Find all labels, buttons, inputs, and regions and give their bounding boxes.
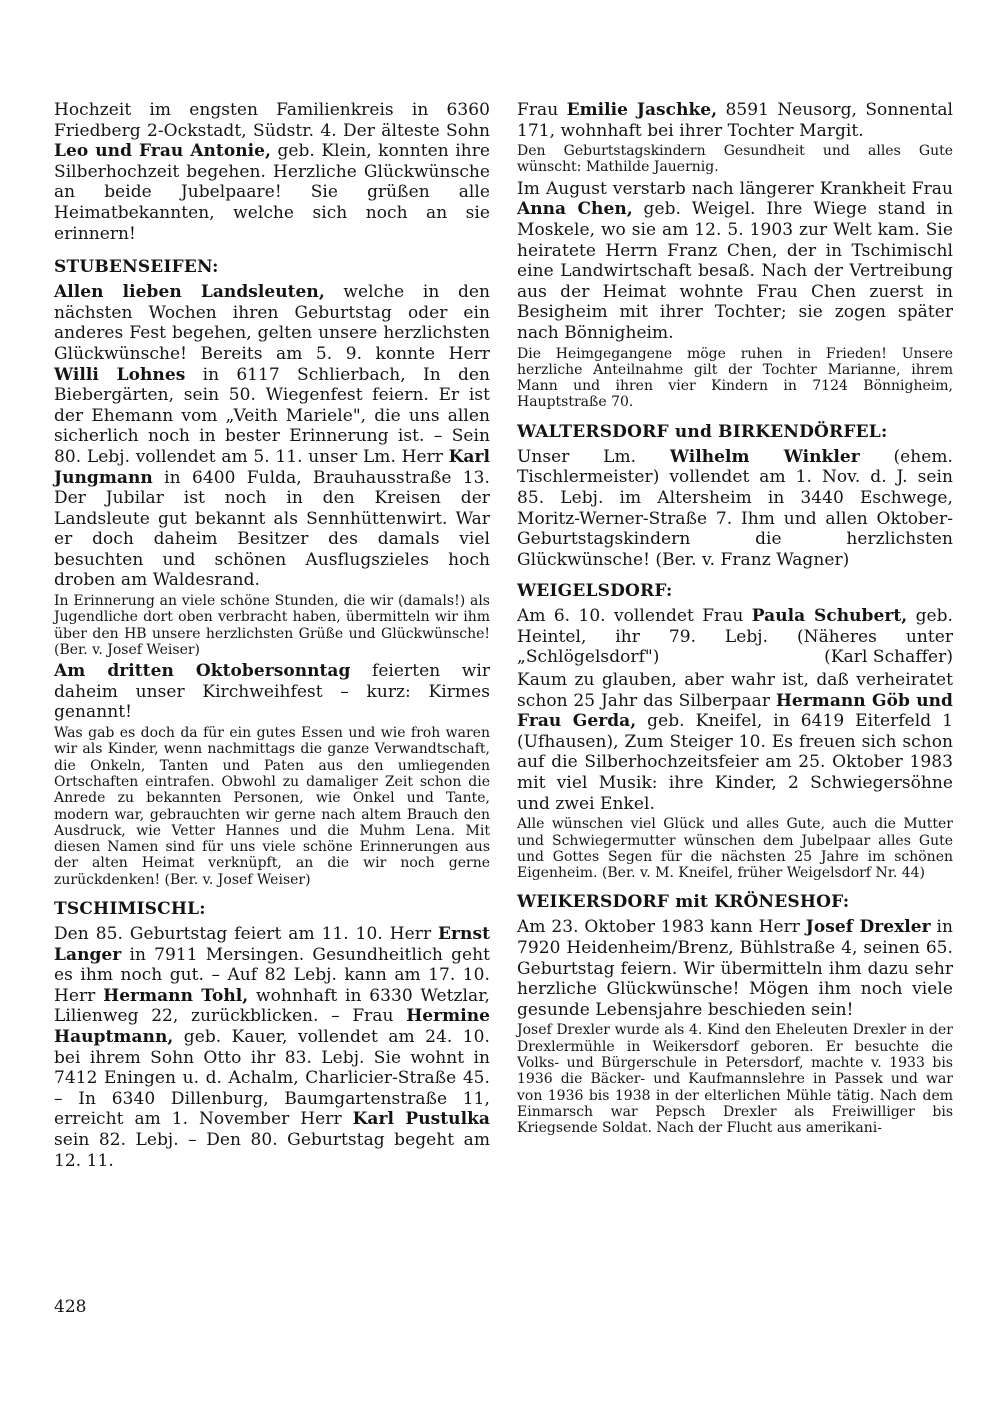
paragraph: Am dritten Oktobersonntag feierten wir daheim unser Kirchweihfest – kurz: Kirmes genannt! [54, 661, 490, 723]
left-column [54, 100, 490, 1173]
bold-name: Hermann Göb und Frau Gerda, [517, 690, 953, 732]
paragraph: Kaum zu glauben, aber wahr ist, daß verheiratet schon 25 Jahr das Silberpaar Hermann Göb und Frau Gerda, geb. Kneifel, in 6419 Eiterfeld 1 (Ufhausen), Zum Steiger 10. Es freuen sich schon auf die Silberhochzeitsfeier am 25. Oktober 1983 mit viel Musik: ihre Kinder, 2 Schwiegersöhne und zwei Enkel. [517, 670, 953, 814]
paragraph-text: Am 6. 10. vollendet Frau Paula Schubert, geb. Heintel, ihr 79. Lebj. (Näheres unter „Schlögelsdorf") [517, 606, 953, 668]
section-heading-waltersdorf: WALTERSDORF und BIRKENDÖRFEL: [517, 421, 888, 442]
small-paragraph: Die Heimgegangene möge ruhen in Frieden! Unsere herzliche Anteilnahme gilt der Tochter Marianne, ihrem Mann und ihren vier Kindern in 7124 Bönnigheim, Hauptstraße 70. [517, 345, 953, 411]
bold-name: Wilhelm Winkler [669, 446, 860, 467]
bold-name: Ernst Langer [54, 924, 490, 965]
bold-name: Allen lieben Landsleuten, [54, 282, 325, 303]
bold-name: Emilie Jaschke, [566, 100, 718, 120]
small-paragraph: Den Geburtstagskindern Gesundheit und alles Gute wünscht: Mathilde Jauernig. [517, 143, 953, 176]
bold-name: Josef Drexler [805, 917, 931, 938]
small-paragraph: Was gab es doch da für ein gutes Essen und wie froh waren wir als Kinder, wenn nachmittags die ganze Verwandtschaft, die Onkeln, Tanten und Paten aus den umliegenden Ortschaften eintrafen. Obwohl zu damaliger Zeit schon die Anrede zu bekannten Personen, wie Onkel und Tante, modern war, gebrauchten wir gerne nach altem Brauch den Ausdruck, wie Vetter Hannes und die Muhm Lena. Mit diesen Namen sind für uns viele schöne Erinnerungen aus der alten Heimat verknüpft, an die wir noch gerne zurückdenken! (Ber. v. Josef Weiser) [54, 725, 490, 888]
page-number: 428 [54, 1297, 87, 1317]
bold-name: Am dritten Oktobersonntag [54, 661, 351, 682]
section-heading-stubenseifen: STUBENSEIFEN: [54, 257, 219, 278]
section-heading-tschimischl: TSCHIMISCHL: [54, 899, 206, 919]
paragraph: Im August verstarb nach längerer Krankheit Frau Anna Chen, geb. Weigel. Ihre Wiege stand in Moskele, wo sie am 12. 5. 1903 zur Welt kam. Sie heiratete Herrn Franz Chen, der in Tschimischl eine Landwirtschaft besaß. Nach der Vertreibung aus der Heimat wohnte Frau Chen zuerst in Besigheim mit ihrer Tochter; sie zogen später nach Bönnigheim. [517, 178, 953, 343]
bold-name: Karl Pustulka [352, 1109, 490, 1130]
section-heading-weigelsdorf: WEIGELSDORF: [517, 581, 673, 602]
bold-name: Hermann Tohl, [103, 985, 249, 1006]
bold-name: Karl Jungmann [54, 446, 490, 488]
section-heading-weikersdorf: WEIKERSDORF mit KRÖNESHOF: [517, 892, 850, 913]
small-paragraph: Josef Drexler wurde als 4. Kind den Eheleuten Drexler in der Drexlermühle in Weikersdorf geboren. Er besuchte die Volks- und Bürgerschule in Petersdorf, machte v. 1933 bis 1936 die Bäcker- und Kaufmannslehre in Passek und war von 1936 bis 1938 in der elterlichen Mühle tätig. Nach dem Einmarsch war Pepsch Drexler als Freiwilliger bis Kriegsende Soldat. Nach der Flucht aus amerikani- [517, 1022, 953, 1137]
paragraph: Den 85. Geburtstag feiert am 11. 10. Herr Ernst Langer in 7911 Mersingen. Gesundheitlich geht es ihm noch gut. – Auf 82 Lebj. kann am 17. 10. Herr Hermann Tohl, wohnhaft in 6330 Wetzlar, Lilienweg 22, zurückblicken. – Frau Hermine Hauptmann, geb. Kauer, vollendet am 24. 10. bei ihrem Sohn Otto ihr 83. Lebj. Sie wohnt in 7412 Eningen u. d. Achalm, Charlicier-Straße 45. – In 6340 Dillenburg, Baumgartenstraße 11, erreicht am 1. November Herr Karl Pustulka sein 82. Lebj. – Den 80. Geburtstag begeht am 12. 11. [54, 924, 490, 1171]
small-paragraph: Alle wünschen viel Glück und alles Gute, auch die Mutter und Schwiegermutter wünschen dem Jubelpaar alles Gute und Gottes Segen für die nächsten 25 Jahre im schönen Eigenheim. (Ber. v. M. Kneifel, früher Weigelsdorf Nr. 44) [517, 816, 953, 882]
small-paragraph: In Erinnerung an viele schöne Stunden, die wir (damals!) als Jugendliche dort oben verbracht haben, übermitteln wir ihm über den HB unsere herzlichsten Grüße und Glückwünsche! (Ber. v. Josef Weiser) [54, 593, 490, 658]
right-column [517, 100, 953, 1139]
author-credit: (Karl Schaffer) [824, 647, 953, 668]
paragraph: Am 23. Oktober 1983 kann Herr Josef Drexler in 7920 Heidenheim/Brenz, Bühlstraße 4, seinen 65. Geburtstag feiern. Wir übermitteln ihm dazu sehr herzliche Glückwünsche! Mögen ihm noch viele gesunde Lebensjahre beschieden sein! [517, 917, 954, 1020]
paragraph: Hochzeit im engsten Familienkreis in 6360 Friedberg 2-Ockstadt, Südstr. 4. Der älteste Sohn Leo und Frau Antonie, geb. Klein, konnten ihre Silberhochzeit begehen. Herzliche Glückwünsche an beide Jubelpaare! Sie grüßen alle Heimatbekannten, welche sich noch an sie erinnern! [54, 100, 490, 244]
bold-name: Paula Schubert, [751, 606, 908, 627]
paragraph: Allen lieben Landsleuten, welche in den nächsten Wochen ihren Geburtstag oder ein anderes Fest begehen, gelten unsere herzlichsten Glückwünsche! Bereits am 5. 9. konnte Herr Willi Lohnes in 6117 Schlierbach, In den Biebergärten, sein 50. Wiegenfest feiern. Er ist der Ehemann vom „Veith Mariele", die uns allen sicherlich noch in bester Erinnerung ist. – Sein 80. Lebj. vollendet am 5. 11. unser Lm. Herr Karl Jungmann in 6400 Fulda, Brauhausstraße 13. Der Jubilar ist noch in den Kreisen der Landsleute gut bekannt als Sennhüttenwirt. War er doch daheim Besitzer des damals viel besuchten und schönen Ausflugszieles hoch droben am Waldesrand. [54, 282, 490, 591]
bold-name: Willi Lohnes [54, 364, 186, 385]
bold-name: Hermine Hauptmann, [54, 1006, 490, 1047]
bold-name: Anna Chen, [517, 199, 633, 220]
bold-name: Leo und Frau Antonie, [54, 141, 271, 162]
paragraph [517, 606, 953, 668]
paragraph: Frau Emilie Jaschke, 8591 Neusorg, Sonnental 171, wohnhaft bei ihrer Tochter Margit. [517, 100, 953, 141]
paragraph: Unser Lm. Wilhelm Winkler (ehem. Tischlermeister) vollendet am 1. Nov. d. J. sein 85. Lebj. im Altersheim in 3440 Eschwege, Moritz-Werner-Straße 7. Ihm und allen Oktober-Geburtstagskindern die herzlichsten Glückwünsche! (Ber. v. Franz Wagner) [517, 446, 953, 570]
